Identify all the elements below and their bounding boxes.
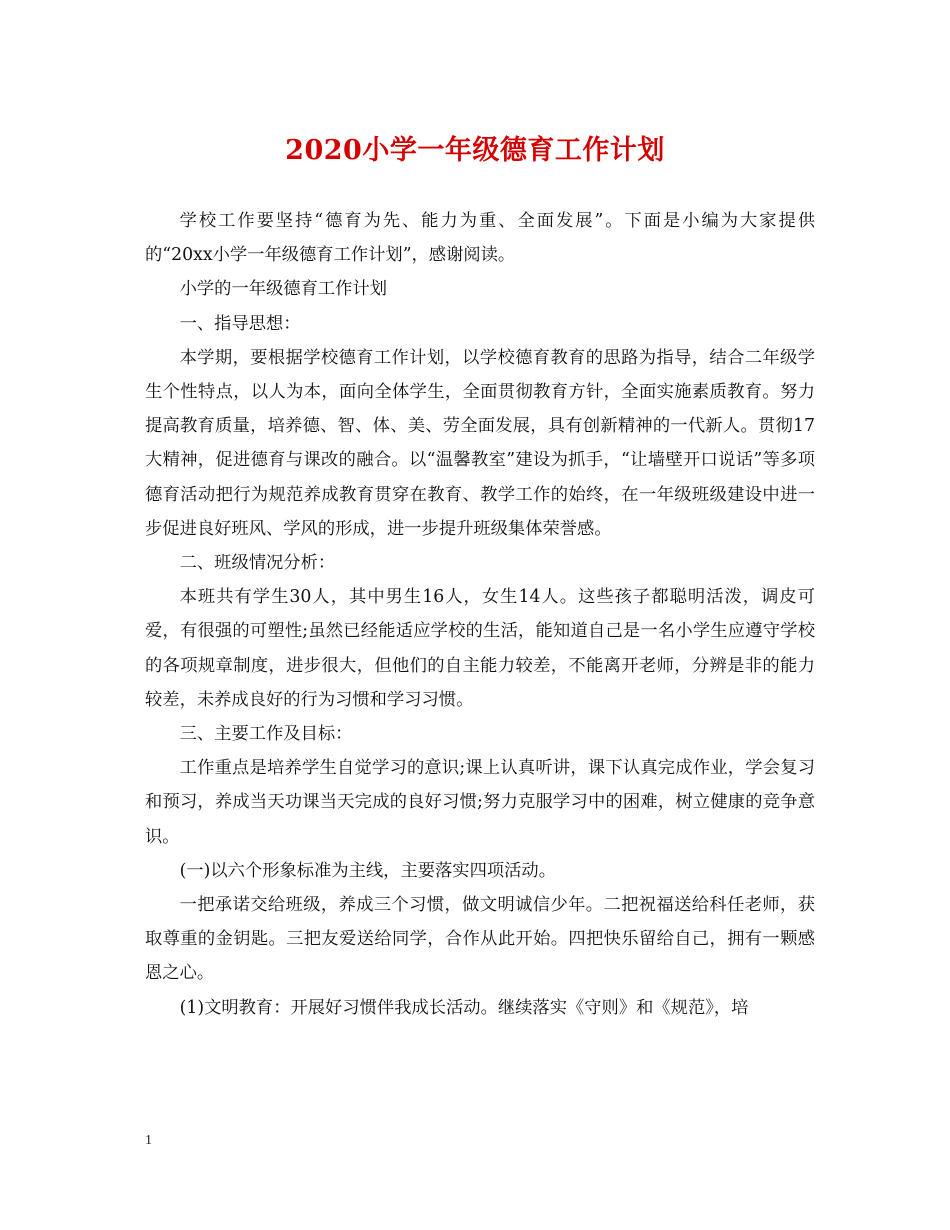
activities-paragraph: 一把承诺交给班级，养成三个习惯，做文明诚信少年。二把祝福送给科任老师，获取尊重的金钥匙。三把友爱送给同学，合作从此开始。四把快乐留给自己，拥有一颗感恩之心。 bbox=[145, 895, 815, 984]
page-number: 1 bbox=[145, 1133, 152, 1148]
subsection-heading-activities: (一)以六个形象标准为主线，主要落实四项活动。 bbox=[179, 860, 556, 881]
intro-paragraph: 学校工作要坚持“德育为先、能力为重、全面发展”。下面是小编为大家提供的“20xx小学一年级德育工作计划”，感谢阅读。 bbox=[145, 211, 815, 266]
document-body bbox=[145, 204, 815, 1025]
section-heading-main-work: 三、主要工作及目标： bbox=[179, 724, 353, 745]
section-heading-guiding-ideas: 一、指导思想： bbox=[179, 313, 301, 334]
document-title: 2020小学一年级德育工作计划 bbox=[285, 135, 665, 166]
subtitle-paragraph: 小学的一年级德育工作计划 bbox=[179, 279, 387, 300]
civility-education-paragraph: (1)文明教育：开展好习惯伴我成长活动。继续落实《守则》和《规范》，培 bbox=[179, 997, 749, 1018]
main-work-paragraph: 工作重点是培养学生自觉学习的意识;课上认真听讲，课下认真完成作业，学会复习和预习，养成当天功课当天完成的良好习惯;努力克服学习中的困难，树立健康的竞争意识。 bbox=[145, 758, 815, 847]
class-analysis-paragraph: 本班共有学生30人，其中男生16人，女生14人。这些孩子都聪明活泼，调皮可爱，有很强的可塑性;虽然已经能适应学校的生活，能知道自己是一名小学生应遵守学校的各项规章制度，进步很大，但他们的自主能力较差，不能离开老师，分辨是非的能力较差，未养成良好的行为习惯和学习习惯。 bbox=[145, 587, 815, 710]
guiding-ideas-paragraph: 本学期，要根据学校德育工作计划，以学校德育教育的思路为指导，结合二年级学生个性特点，以人为本，面向全体学生，全面贯彻教育方针，全面实施素质教育。努力提高教育质量，培养德、智、体、美、劳全面发展，具有创新精神的一代新人。贯彻17大精神，促进德育与课改的融合。以“温馨教室”建设为抓手，“让墙壁开口说话”等多项德育活动把行为规范养成教育贯穿在教育、教学工作的始终，在一年级班级建设中进一步促进良好班风、学风的形成，进一步提升班级集体荣誉感。 bbox=[145, 347, 815, 539]
section-heading-class-analysis: 二、班级情况分析： bbox=[179, 553, 336, 574]
